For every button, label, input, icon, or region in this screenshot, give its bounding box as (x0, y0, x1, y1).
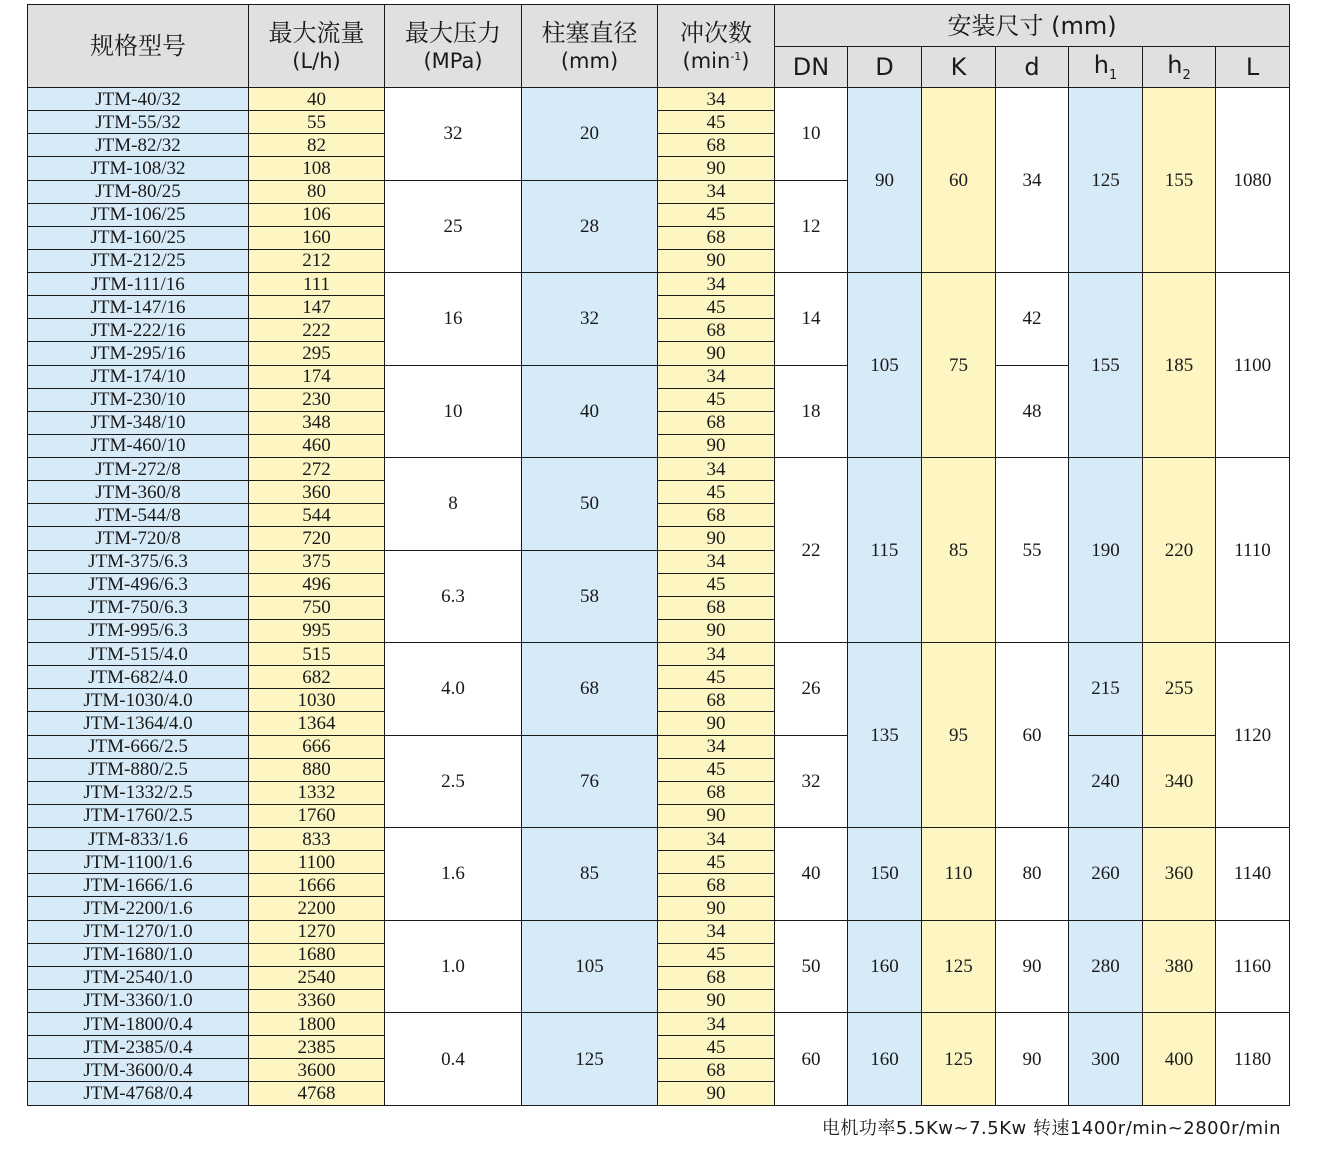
model-cell: JTM-682/4.0 (28, 666, 249, 689)
plunger-cell: 85 (522, 828, 658, 921)
stroke-cell: 90 (658, 989, 775, 1012)
model-cell: JTM-212/25 (28, 249, 249, 272)
stroke-cell: 90 (658, 897, 775, 920)
install-l-cell: 1140 (1216, 828, 1290, 921)
model-cell: JTM-106/25 (28, 203, 249, 226)
stroke-cell: 90 (658, 527, 775, 550)
model-cell: JTM-82/32 (28, 134, 249, 157)
model-cell: JTM-496/6.3 (28, 573, 249, 596)
install-d-cell: 90 (848, 88, 922, 273)
stroke-cell: 68 (658, 874, 775, 897)
pressure-cell: 0.4 (385, 1013, 522, 1106)
stroke-cell: 68 (658, 411, 775, 434)
install-l-cell: 1120 (1216, 643, 1290, 828)
header-k: K (922, 47, 996, 88)
model-cell: JTM-80/25 (28, 180, 249, 203)
stroke-cell: 34 (658, 458, 775, 481)
flow-cell: 1030 (249, 689, 385, 712)
header-flow: 最大流量 (L/h) (249, 5, 385, 88)
pressure-cell: 2.5 (385, 735, 522, 828)
stroke-cell: 68 (658, 966, 775, 989)
model-cell: JTM-833/1.6 (28, 828, 249, 851)
header-model: 规格型号 (28, 5, 249, 88)
install-d-cell: 42 (996, 273, 1069, 366)
model-cell: JTM-2385/0.4 (28, 1036, 249, 1059)
model-cell: JTM-1680/1.0 (28, 943, 249, 966)
model-cell: JTM-750/6.3 (28, 596, 249, 619)
install-l-cell: 1180 (1216, 1013, 1290, 1106)
model-cell: JTM-720/8 (28, 527, 249, 550)
stroke-cell: 45 (658, 573, 775, 596)
stroke-cell: 68 (658, 781, 775, 804)
model-cell: JTM-1800/0.4 (28, 1013, 249, 1036)
plunger-cell: 105 (522, 920, 658, 1013)
install-l-cell: 1100 (1216, 273, 1290, 458)
install-dn-cell: 18 (775, 365, 848, 458)
footnote: 电机功率5.5Kw~7.5Kw 转速1400r/min~2800r/min (821, 1118, 1281, 1139)
model-cell: JTM-3360/1.0 (28, 989, 249, 1012)
install-h1-cell: 155 (1069, 273, 1143, 458)
header-l: L (1216, 47, 1290, 88)
install-k-cell: 75 (922, 273, 996, 458)
model-cell: JTM-995/6.3 (28, 619, 249, 642)
flow-cell: 82 (249, 134, 385, 157)
model-cell: JTM-348/10 (28, 411, 249, 434)
flow-cell: 666 (249, 735, 385, 758)
install-k-cell: 85 (922, 458, 996, 643)
header-h1: $h_1$ (1069, 47, 1143, 88)
model-cell: JTM-1332/2.5 (28, 781, 249, 804)
model-cell: JTM-2200/1.6 (28, 897, 249, 920)
stroke-cell: 34 (658, 88, 775, 111)
model-cell: JTM-111/16 (28, 273, 249, 296)
install-dn-cell: 50 (775, 920, 848, 1013)
install-k-cell: 60 (922, 88, 996, 273)
install-l-cell: 1160 (1216, 920, 1290, 1013)
plunger-cell: 68 (522, 643, 658, 736)
model-cell: JTM-1666/1.6 (28, 874, 249, 897)
table-row (28, 1013, 1290, 1036)
install-dn-cell: 12 (775, 180, 848, 273)
pressure-cell: 16 (385, 273, 522, 366)
table-row (28, 273, 1290, 296)
table-row (28, 920, 1290, 943)
header-d-inner: d (996, 47, 1069, 88)
flow-cell: 3360 (249, 989, 385, 1012)
install-h2-cell: 185 (1143, 273, 1216, 458)
model-cell: JTM-1364/4.0 (28, 712, 249, 735)
install-h2-cell: 380 (1143, 920, 1216, 1013)
pressure-cell: 1.6 (385, 828, 522, 921)
table-row (28, 643, 1290, 666)
stroke-cell: 45 (658, 481, 775, 504)
stroke-cell: 90 (658, 434, 775, 457)
stroke-cell: 45 (658, 111, 775, 134)
install-h1-cell: 240 (1069, 735, 1143, 828)
model-cell: JTM-666/2.5 (28, 735, 249, 758)
stroke-cell: 45 (658, 388, 775, 411)
flow-cell: 720 (249, 527, 385, 550)
install-dn-cell: 22 (775, 458, 848, 643)
flow-cell: 147 (249, 296, 385, 319)
install-d-cell: 48 (996, 365, 1069, 458)
pressure-cell: 32 (385, 88, 522, 181)
header-install: 安装尺寸 (mm) (775, 5, 1290, 47)
flow-cell: 2385 (249, 1036, 385, 1059)
install-h1-cell: 260 (1069, 828, 1143, 921)
flow-cell: 348 (249, 411, 385, 434)
install-dn-cell: 14 (775, 273, 848, 366)
model-cell: JTM-360/8 (28, 481, 249, 504)
model-cell: JTM-174/10 (28, 365, 249, 388)
flow-cell: 1760 (249, 804, 385, 827)
plunger-cell: 76 (522, 735, 658, 828)
plunger-cell: 28 (522, 180, 658, 273)
flow-cell: 1270 (249, 920, 385, 943)
flow-cell: 1100 (249, 851, 385, 874)
model-cell: JTM-4768/0.4 (28, 1082, 249, 1106)
flow-cell: 360 (249, 481, 385, 504)
install-h2-cell: 360 (1143, 828, 1216, 921)
model-cell: JTM-40/32 (28, 88, 249, 111)
flow-cell: 295 (249, 342, 385, 365)
flow-cell: 375 (249, 550, 385, 573)
model-cell: JTM-55/32 (28, 111, 249, 134)
pressure-cell: 10 (385, 365, 522, 458)
install-h2-cell: 400 (1143, 1013, 1216, 1106)
stroke-cell: 90 (658, 804, 775, 827)
install-k-cell: 110 (922, 828, 996, 921)
model-cell: JTM-880/2.5 (28, 758, 249, 781)
header-stroke: 冲次数 $(\min^{-1})$ (658, 5, 775, 88)
stroke-cell: 34 (658, 920, 775, 943)
flow-cell: 1666 (249, 874, 385, 897)
model-cell: JTM-544/8 (28, 504, 249, 527)
flow-cell: 2540 (249, 966, 385, 989)
flow-cell: 4768 (249, 1082, 385, 1106)
install-h1-cell: 190 (1069, 458, 1143, 643)
stroke-cell: 68 (658, 596, 775, 619)
install-h1-cell: 125 (1069, 88, 1143, 273)
stroke-cell: 34 (658, 550, 775, 573)
model-cell: JTM-147/16 (28, 296, 249, 319)
flow-cell: 108 (249, 157, 385, 180)
install-d-cell: 60 (996, 643, 1069, 828)
table-row (28, 735, 1290, 758)
model-cell: JTM-295/16 (28, 342, 249, 365)
flow-cell: 1364 (249, 712, 385, 735)
install-d-cell: 90 (996, 1013, 1069, 1106)
header-d-outer: D (848, 47, 922, 88)
plunger-cell: 40 (522, 365, 658, 458)
plunger-cell: 125 (522, 1013, 658, 1106)
model-cell: JTM-1030/4.0 (28, 689, 249, 712)
pressure-cell: 4.0 (385, 643, 522, 736)
flow-cell: 682 (249, 666, 385, 689)
install-d-cell: 90 (996, 920, 1069, 1013)
stroke-cell: 34 (658, 1013, 775, 1036)
stroke-cell: 45 (658, 943, 775, 966)
pressure-cell: 8 (385, 458, 522, 551)
model-cell: JTM-1270/1.0 (28, 920, 249, 943)
install-h1-cell: 280 (1069, 920, 1143, 1013)
flow-cell: 40 (249, 88, 385, 111)
flow-cell: 212 (249, 249, 385, 272)
install-l-cell: 1110 (1216, 458, 1290, 643)
stroke-cell: 45 (658, 203, 775, 226)
install-d-cell: 80 (996, 828, 1069, 921)
flow-cell: 460 (249, 434, 385, 457)
flow-cell: 174 (249, 365, 385, 388)
flow-cell: 272 (249, 458, 385, 481)
stroke-cell: 34 (658, 365, 775, 388)
flow-cell: 55 (249, 111, 385, 134)
model-cell: JTM-222/16 (28, 319, 249, 342)
stroke-cell: 45 (658, 758, 775, 781)
flow-cell: 3600 (249, 1059, 385, 1082)
stroke-cell: 90 (658, 712, 775, 735)
plunger-cell: 50 (522, 458, 658, 551)
flow-cell: 80 (249, 180, 385, 203)
flow-cell: 230 (249, 388, 385, 411)
stroke-cell: 34 (658, 273, 775, 296)
flow-cell: 106 (249, 203, 385, 226)
install-k-cell: 125 (922, 920, 996, 1013)
install-d-cell: 160 (848, 1013, 922, 1106)
model-cell: JTM-108/32 (28, 157, 249, 180)
install-h2-cell: 255 (1143, 643, 1216, 736)
model-cell: JTM-272/8 (28, 458, 249, 481)
model-cell: JTM-230/10 (28, 388, 249, 411)
flow-cell: 1680 (249, 943, 385, 966)
stroke-cell: 68 (658, 134, 775, 157)
install-dn-cell: 10 (775, 88, 848, 181)
model-cell: JTM-160/25 (28, 226, 249, 249)
model-cell: JTM-3600/0.4 (28, 1059, 249, 1082)
model-cell: JTM-2540/1.0 (28, 966, 249, 989)
plunger-cell: 20 (522, 88, 658, 181)
install-d-cell: 34 (996, 88, 1069, 273)
install-h2-cell: 340 (1143, 735, 1216, 828)
flow-cell: 1332 (249, 781, 385, 804)
stroke-cell: 68 (658, 504, 775, 527)
stroke-cell: 34 (658, 180, 775, 203)
install-l-cell: 1080 (1216, 88, 1290, 273)
stroke-cell: 68 (658, 1059, 775, 1082)
install-d-cell: 135 (848, 643, 922, 828)
stroke-cell: 45 (658, 851, 775, 874)
flow-cell: 1800 (249, 1013, 385, 1036)
stroke-cell: 34 (658, 643, 775, 666)
stroke-cell: 90 (658, 249, 775, 272)
flow-cell: 515 (249, 643, 385, 666)
model-cell: JTM-460/10 (28, 434, 249, 457)
plunger-cell: 32 (522, 273, 658, 366)
install-d-cell: 105 (848, 273, 922, 458)
flow-cell: 160 (249, 226, 385, 249)
header-pressure: 最大压力 (MPa) (385, 5, 522, 88)
install-d-cell: 115 (848, 458, 922, 643)
header-plunger: 柱塞直径 (mm) (522, 5, 658, 88)
install-d-cell: 150 (848, 828, 922, 921)
flow-cell: 750 (249, 596, 385, 619)
stroke-cell: 68 (658, 689, 775, 712)
stroke-cell: 45 (658, 296, 775, 319)
install-dn-cell: 40 (775, 828, 848, 921)
flow-cell: 995 (249, 619, 385, 642)
stroke-cell: 45 (658, 666, 775, 689)
install-d-cell: 160 (848, 920, 922, 1013)
stroke-cell: 34 (658, 828, 775, 851)
install-h1-cell: 300 (1069, 1013, 1143, 1106)
flow-cell: 833 (249, 828, 385, 851)
model-cell: JTM-1100/1.6 (28, 851, 249, 874)
model-cell: JTM-375/6.3 (28, 550, 249, 573)
install-k-cell: 95 (922, 643, 996, 828)
stroke-cell: 34 (658, 735, 775, 758)
install-h2-cell: 155 (1143, 88, 1216, 273)
install-k-cell: 125 (922, 1013, 996, 1106)
pressure-cell: 6.3 (385, 550, 522, 643)
install-dn-cell: 60 (775, 1013, 848, 1106)
install-h2-cell: 220 (1143, 458, 1216, 643)
pump-spec-table (27, 4, 1290, 1106)
table-row (28, 828, 1290, 851)
stroke-cell: 68 (658, 226, 775, 249)
stroke-cell: 90 (658, 1082, 775, 1106)
model-cell: JTM-515/4.0 (28, 643, 249, 666)
stroke-cell: 68 (658, 319, 775, 342)
pressure-cell: 1.0 (385, 920, 522, 1013)
flow-cell: 111 (249, 273, 385, 296)
pressure-cell: 25 (385, 180, 522, 273)
header-dn: DN (775, 47, 848, 88)
stroke-cell: 90 (658, 157, 775, 180)
model-cell: JTM-1760/2.5 (28, 804, 249, 827)
plunger-cell: 58 (522, 550, 658, 643)
flow-cell: 496 (249, 573, 385, 596)
flow-cell: 222 (249, 319, 385, 342)
flow-cell: 2200 (249, 897, 385, 920)
table-row (28, 458, 1290, 481)
stroke-cell: 90 (658, 342, 775, 365)
install-h1-cell: 215 (1069, 643, 1143, 736)
install-d-cell: 55 (996, 458, 1069, 643)
flow-cell: 544 (249, 504, 385, 527)
flow-cell: 880 (249, 758, 385, 781)
table-row (28, 88, 1290, 111)
header-h2: $h_2$ (1143, 47, 1216, 88)
stroke-cell: 45 (658, 1036, 775, 1059)
install-dn-cell: 26 (775, 643, 848, 736)
stroke-cell: 90 (658, 619, 775, 642)
install-dn-cell: 32 (775, 735, 848, 828)
